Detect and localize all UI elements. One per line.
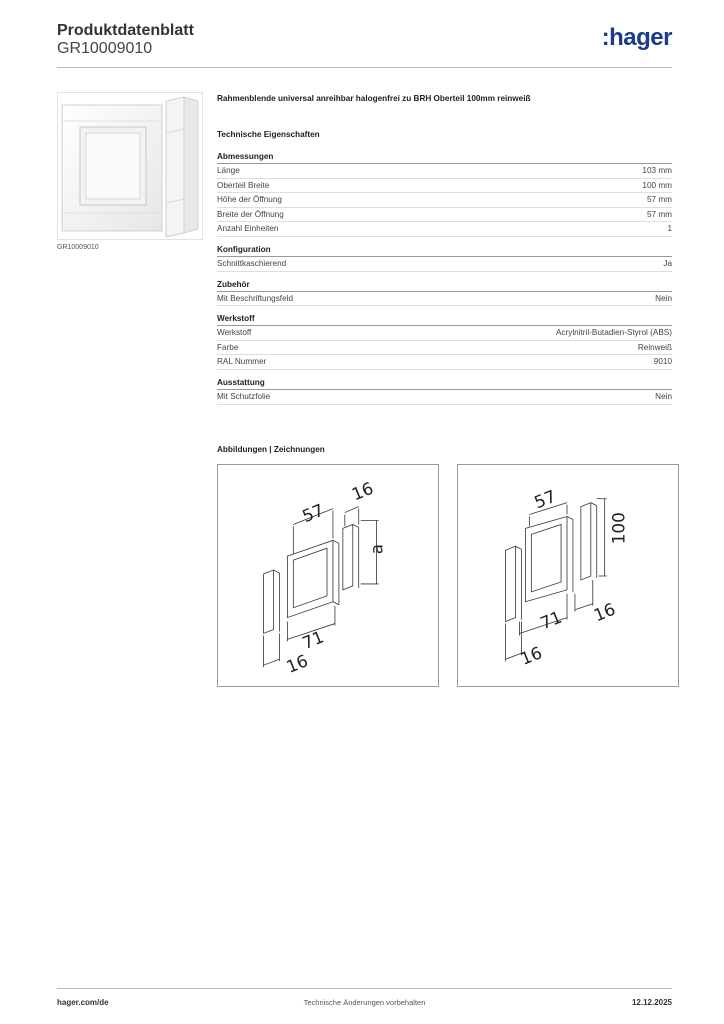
spec-label: Werkstoff — [217, 328, 252, 338]
spec-label: Anzahl Einheiten — [217, 224, 279, 234]
spec-group-configuration — [217, 245, 672, 272]
spec-value: 100 mm — [642, 180, 672, 190]
spec-value: 103 mm — [642, 166, 672, 175]
spec-value: Reinweiß — [637, 342, 672, 352]
spec-row — [217, 179, 672, 194]
spec-label: RAL Nummer — [217, 357, 267, 367]
dim-label: 71 — [537, 606, 565, 634]
group-title: Ausstattung — [217, 378, 672, 390]
spec-value: Nein — [655, 391, 672, 401]
spec-value: Nein — [655, 293, 672, 303]
footer-website: hager.com/de — [57, 998, 109, 1007]
spec-row — [217, 164, 672, 179]
frame-illustration — [58, 93, 204, 241]
figures-title: Abbildungen | Zeichnungen — [217, 445, 325, 454]
spec-group-material — [217, 314, 672, 370]
spec-group-equipment — [217, 378, 672, 405]
spec-label: Breite der Öffnung — [217, 209, 284, 219]
dim-label: 16 — [517, 642, 545, 669]
product-image — [57, 92, 203, 240]
dim-label: 100 — [608, 512, 629, 545]
spec-value: 9010 — [653, 357, 672, 367]
dim-label: 57 — [299, 499, 327, 527]
spec-value: Acrylnitril-Butadien-Styrol (ABS) — [555, 328, 672, 338]
hager-logo — [602, 24, 672, 52]
group-title: Zubehör — [217, 280, 672, 292]
technical-drawing-2 — [457, 464, 679, 687]
drawing-2-svg — [458, 465, 678, 686]
spec-row — [217, 341, 672, 356]
spec-row — [217, 355, 672, 370]
spec-row — [217, 257, 672, 272]
spec-label: Länge — [217, 166, 240, 175]
spec-row — [217, 390, 672, 405]
logo-text: hager — [609, 24, 672, 51]
spec-label: Mit Beschriftungsfeld — [217, 293, 293, 303]
image-caption: GR10009010 — [57, 244, 99, 251]
spec-label: Schnittkaschierend — [217, 258, 287, 268]
group-title: Werkstoff — [217, 314, 672, 326]
spec-label: Mit Schutzfolie — [217, 391, 271, 401]
spec-row — [217, 222, 672, 237]
group-title: Konfiguration — [217, 245, 672, 257]
spec-group-accessories — [217, 280, 672, 307]
dim-label: a — [366, 543, 387, 555]
dim-label: 16 — [283, 650, 311, 677]
spec-value: 57 mm — [646, 195, 672, 205]
page-footer — [57, 988, 672, 1008]
group-title: Abmessungen — [217, 152, 672, 164]
drawing-1-svg — [218, 465, 438, 686]
spec-value: 57 mm — [646, 209, 672, 219]
spec-value: Ja — [663, 258, 672, 268]
document-title: Produktdatenblatt — [57, 22, 194, 39]
technical-drawing-1 — [217, 464, 439, 687]
product-code: GR10009010 — [57, 40, 153, 57]
dim-label: 16 — [590, 598, 619, 626]
spec-row — [217, 292, 672, 307]
dim-label: 57 — [531, 485, 559, 513]
footer-notice: Technische Änderungen vorbehalten — [303, 998, 426, 1007]
spec-row — [217, 208, 672, 223]
spec-label: Oberteil Breite — [217, 180, 270, 190]
spec-row — [217, 326, 672, 341]
product-name: Rahmenblende universal anreihbar halogenfrei zu BRH Oberteil 100mm reinweiß — [217, 94, 531, 103]
dim-label: 16 — [348, 477, 377, 505]
spec-value: 1 — [667, 224, 672, 234]
page-header — [57, 20, 672, 68]
spec-label: Höhe der Öffnung — [217, 195, 282, 205]
spec-content — [217, 94, 672, 405]
logo-prefix: : — [601, 24, 610, 51]
spec-label: Farbe — [217, 342, 239, 352]
spec-group-dimensions — [217, 152, 672, 237]
section-title: Technische Eigenschaften — [217, 130, 320, 139]
footer-date: 12.12.2025 — [631, 998, 672, 1007]
dim-label: 71 — [299, 626, 327, 654]
spec-row — [217, 193, 672, 208]
